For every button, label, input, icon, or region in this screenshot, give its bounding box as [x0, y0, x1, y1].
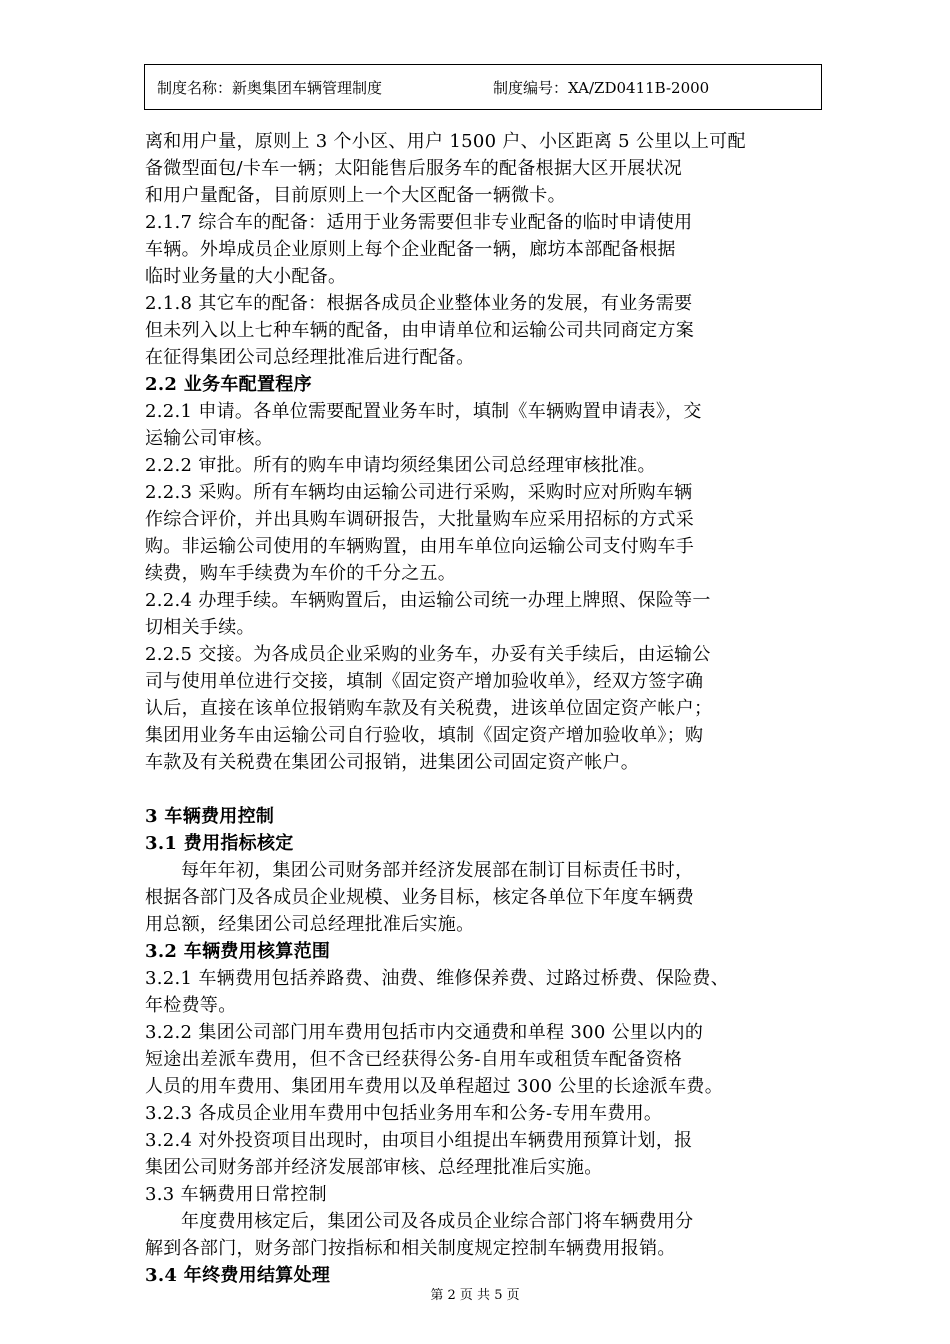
- text-line: 但未列入以上七种车辆的配备，由申请单位和运输公司共同商定方案: [145, 320, 694, 341]
- text-line: 2.2.3 采购。所有车辆均由运输公司进行采购，采购时应对所购车辆: [145, 482, 693, 503]
- document-body: [145, 128, 825, 1289]
- text-line: 2.1.7 综合车的配备：适用于业务需要但非专业配备的临时申请使用: [145, 212, 693, 233]
- text-line: 运输公司审核。: [145, 428, 274, 449]
- text-line: 购。非运输公司使用的车辆购置，由用车单位向运输公司支付购车手: [145, 536, 694, 557]
- text-line: 每年年初，集团公司财务部并经济发展部在制订目标责任书时，: [181, 860, 694, 881]
- text-line: 认后，直接在该单位报销购车款及有关税费，进该单位固定资产帐户；: [145, 698, 713, 719]
- text-line: 司与使用单位进行交接，填制《固定资产增加验收单》，经双方签字确: [145, 671, 704, 692]
- text-line: 2.1.8 其它车的配备：根据各成员企业整体业务的发展，有业务需要: [145, 293, 693, 314]
- text-line: 备微型面包/卡车一辆；太阳能售后服务车的配备根据大区开展状况: [145, 158, 683, 179]
- section-heading: 2.2 业务车配置程序: [145, 374, 312, 395]
- text-line: 集团用业务车由运输公司自行验收，填制《固定资产增加验收单》；购: [145, 725, 704, 746]
- text-line: 和用户量配备，目前原则上一个大区配备一辆微卡。: [145, 185, 566, 206]
- chapter-heading: 3 车辆费用控制: [145, 806, 275, 827]
- page-number: 第 2 页 共 5 页: [430, 1288, 520, 1303]
- text-line: 3.2.3 各成员企业用车费用中包括业务用车和公务-专用车费用。: [145, 1103, 663, 1124]
- text-line: 根据各部门及各成员企业规模、业务目标，核定各单位下年度车辆费: [145, 887, 694, 908]
- text-line: 离和用户量，原则上 3 个小区、用户 1500 户、小区距离 5 公里以上可配: [145, 131, 746, 152]
- text-line: 年度费用核定后，集团公司及各成员企业综合部门将车辆费用分: [181, 1211, 694, 1232]
- text-line: 集团公司财务部并经济发展部审核、总经理批准后实施。: [145, 1157, 603, 1178]
- document-header: [144, 64, 822, 110]
- text-line: 2.2.2 审批。所有的购车申请均须经集团公司总经理审核批准。: [145, 455, 656, 476]
- text-line: 2.2.4 办理手续。车辆购置后，由运输公司统一办理上牌照、保险等一: [145, 590, 711, 611]
- text-line: 临时业务量的大小配备。: [145, 266, 347, 287]
- text-line: 解到各部门，财务部门按指标和相关制度规定控制车辆费用报销。: [145, 1238, 676, 1259]
- regulation-name: 制度名称：新奥集团车辆管理制度: [157, 79, 383, 97]
- section-heading: 3.3 车辆费用日常控制: [145, 1184, 327, 1205]
- section-heading: 3.2 车辆费用核算范围: [145, 941, 331, 962]
- text-line: 切相关手续。: [145, 617, 255, 638]
- text-line: 用总额，经集团公司总经理批准后实施。: [145, 914, 475, 935]
- text-line: 3.2.4 对外投资项目出现时，由项目小组提出车辆费用预算计划，报: [145, 1130, 693, 1151]
- section-heading: 3.1 费用指标核定: [145, 833, 294, 854]
- regulation-code: 制度编号：XA/ZD0411B-2000: [493, 79, 710, 97]
- text-line: 年检费等。: [145, 995, 237, 1016]
- text-line: 2.2.5 交接。为各成员企业采购的业务车，办妥有关手续后，由运输公: [145, 644, 711, 665]
- text-line: 作综合评价，并出具购车调研报告，大批量购车应采用招标的方式采: [145, 509, 694, 530]
- text-line: 3.2.1 车辆费用包括养路费、油费、维修保养费、过路过桥费、保险费、: [145, 968, 730, 989]
- blank-line: [145, 776, 825, 803]
- text-line: 车款及有关税费在集团公司报销，进集团公司固定资产帐户。: [145, 752, 640, 773]
- text-line: 车辆。外埠成员企业原则上每个企业配备一辆，廊坊本部配备根据: [145, 239, 676, 260]
- text-line: 续费，购车手续费为车价的千分之五。: [145, 563, 457, 584]
- text-line: 3.2.2 集团公司部门用车费用包括市内交通费和单程 300 公里以内的: [145, 1022, 704, 1043]
- text-line: 短途出差派车费用，但不含已经获得公务-自用车或租赁车配备资格: [145, 1049, 683, 1070]
- text-line: 在征得集团公司总经理批准后进行配备。: [145, 347, 475, 368]
- text-line: 2.2.1 申请。各单位需要配置业务车时，填制《车辆购置申请表》，交: [145, 401, 702, 422]
- text-line: 人员的用车费用、集团用车费用以及单程超过 300 公里的长途派车费。: [145, 1076, 723, 1097]
- section-heading: 3.4 年终费用结算处理: [145, 1265, 331, 1286]
